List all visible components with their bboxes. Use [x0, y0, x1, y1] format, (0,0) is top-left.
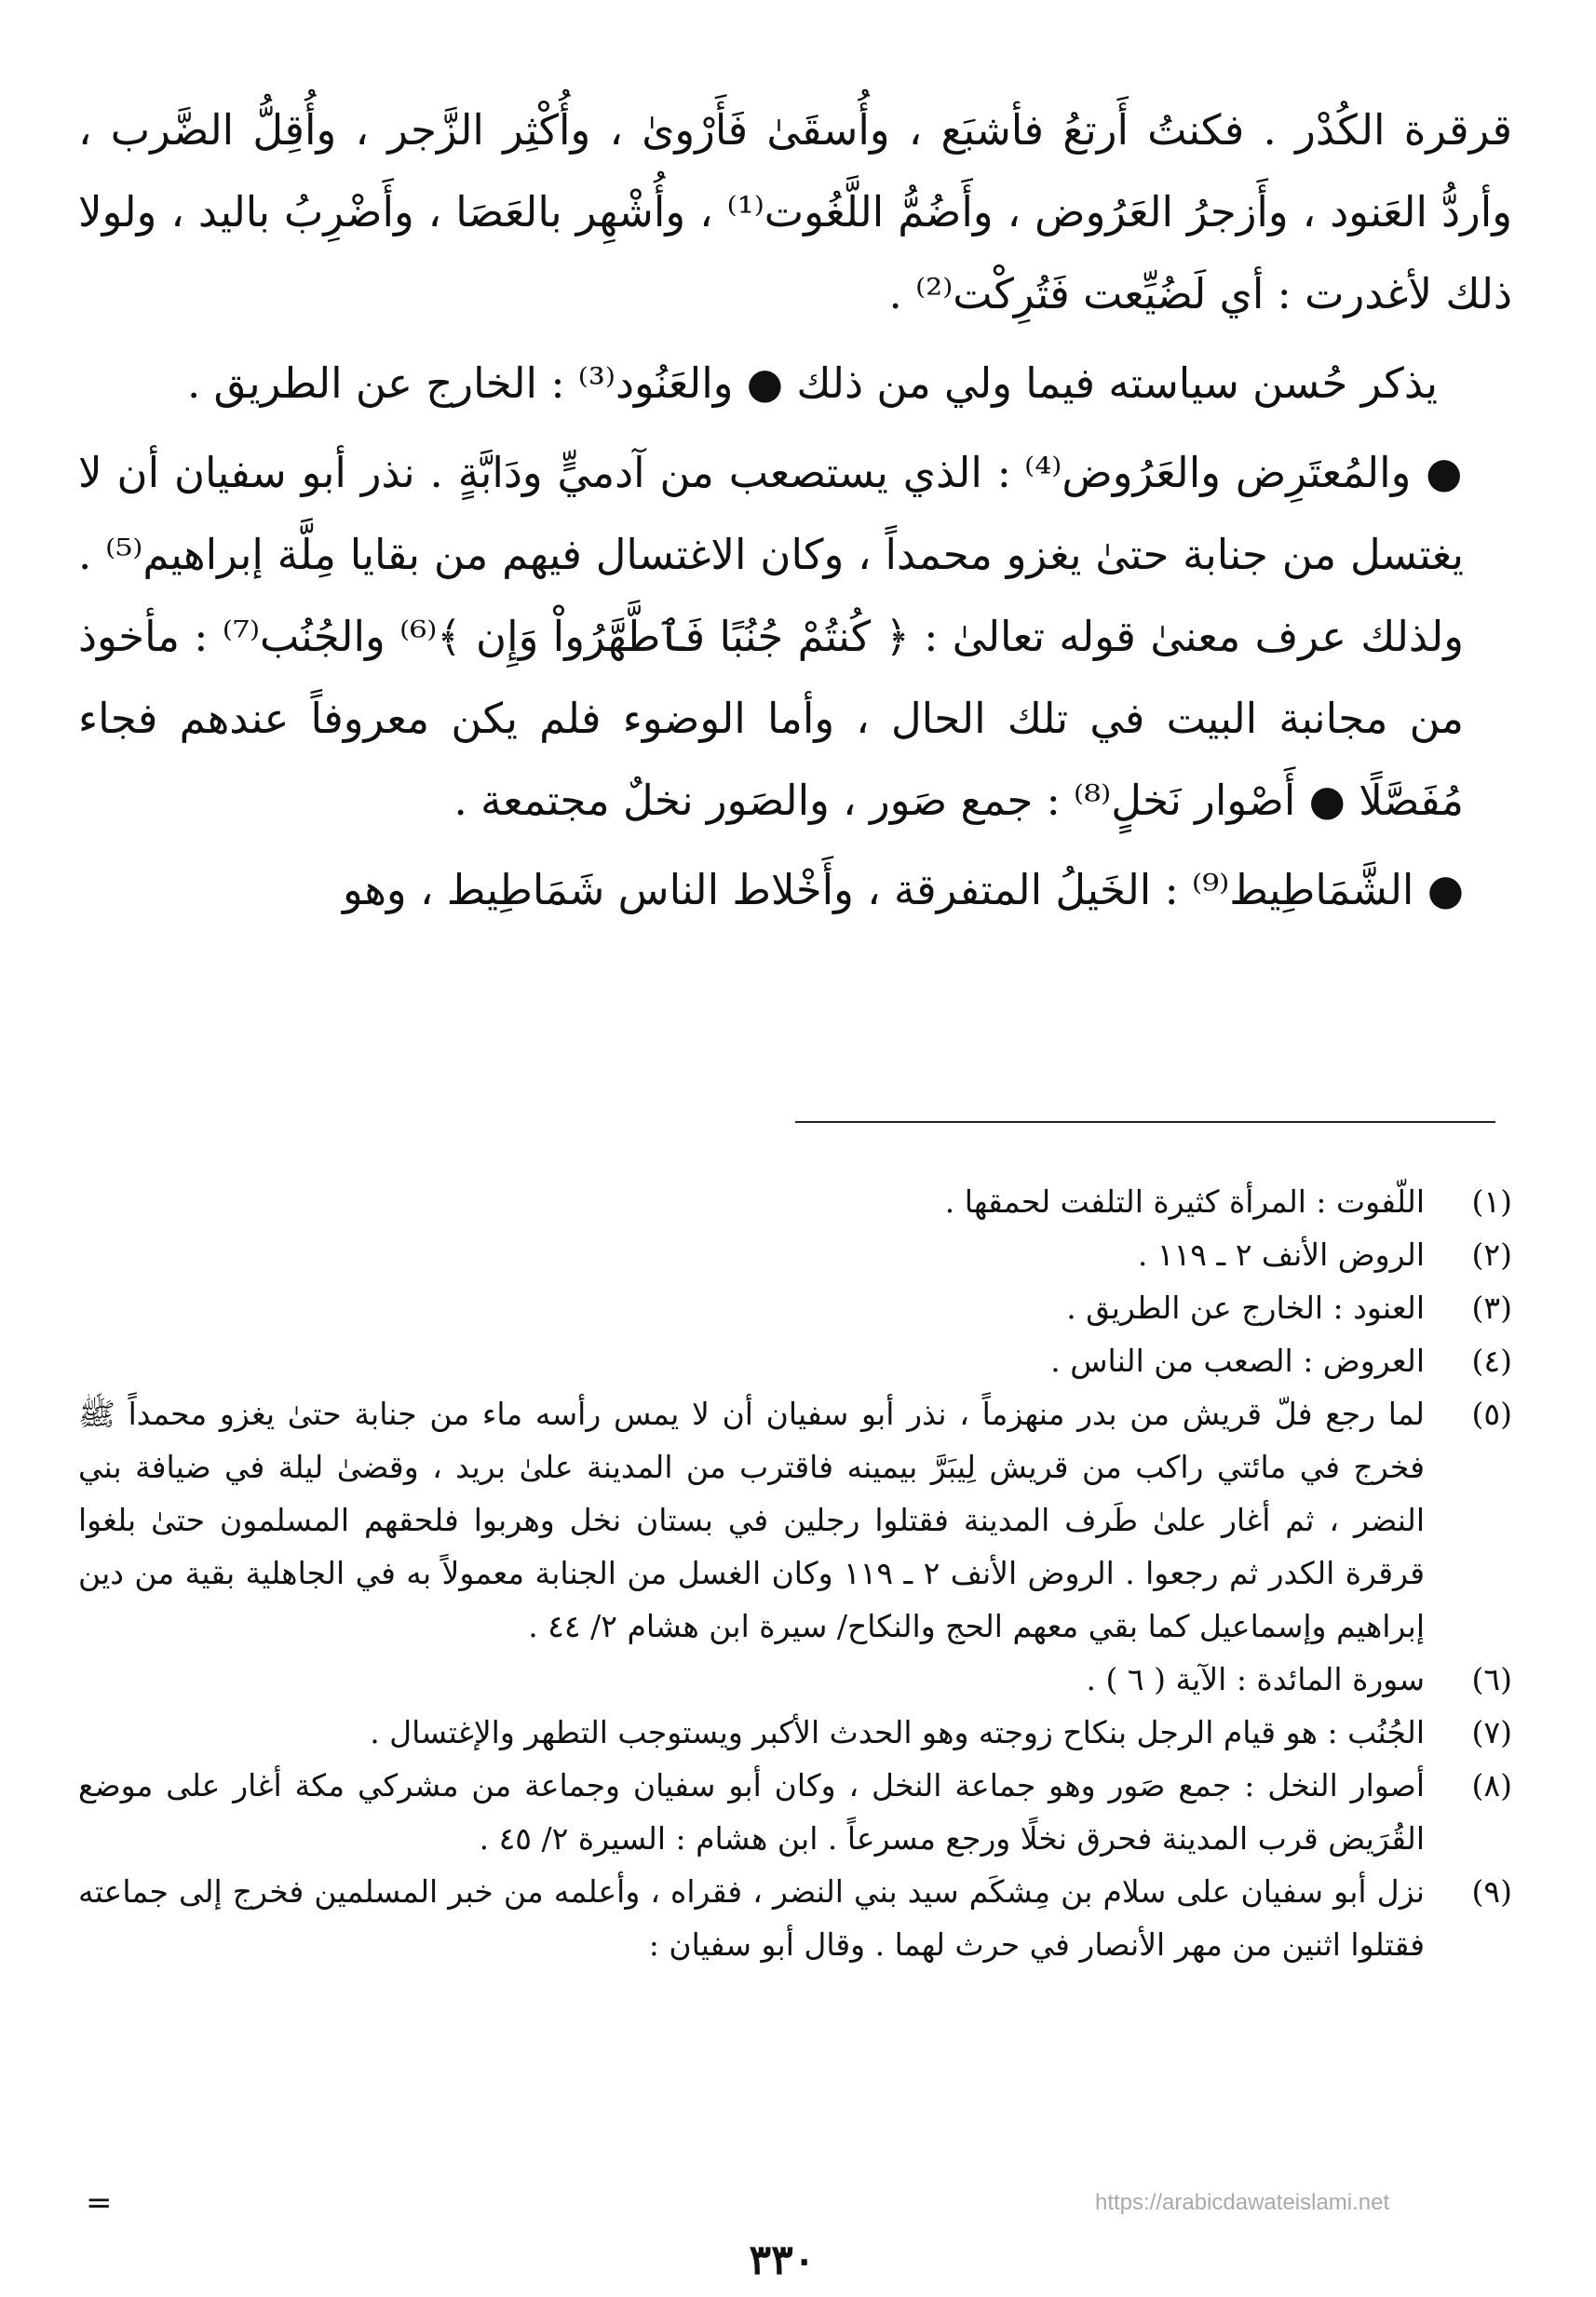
- footnote-text: سورة المائدة : الآية ( ٦ ) .: [1086, 1661, 1425, 1697]
- footnote-4: [78, 1334, 1512, 1387]
- paragraph-2: يذكر حُسن سياسته فيما ولي من ذلك ● والعَنُود⁽³⁾ : الخارج عن الطريق .: [186, 358, 1438, 408]
- watermark-url: https://arabicdawateislami.net: [1095, 2190, 1390, 2215]
- footnote-6: [78, 1653, 1512, 1706]
- footnote-number: (٦): [1471, 1661, 1512, 1697]
- footnote-text: اللّفوت : المرأة كثيرة التلفت لحمقها .: [944, 1183, 1425, 1220]
- footnote-9: [78, 1865, 1512, 1971]
- footnote-number: (٧): [1471, 1714, 1512, 1750]
- footnote-8: [78, 1759, 1512, 1865]
- footnote-number: (٤): [1471, 1343, 1512, 1379]
- footnote-text: الجُنُب : هو قيام الرجل بنكاح زوجته وهو الحدث الأكبر ويستوجب التطهر والإغتسال .: [370, 1714, 1425, 1750]
- footnote-text: العنود : الخارج عن الطريق .: [1066, 1290, 1425, 1326]
- footnote-number: (٨): [1471, 1767, 1512, 1804]
- footnote-text: أصوار النخل : جمع صَور وهو جماعة النخل ، وكان أبو سفيان وجماعة من مشركي مكة أغار على موضع القُرَيض قرب المدينة فحرق نخلًا ورجع مسرعاً . ابن هشام : السيرة ٢/ ٤٥ .: [78, 1767, 1425, 1857]
- footnote-number: (٣): [1471, 1290, 1512, 1326]
- footnote-5: [78, 1387, 1512, 1653]
- continuation-mark: =: [86, 2184, 113, 2222]
- main-text: [78, 89, 1512, 939]
- footnote-1: [78, 1175, 1512, 1228]
- paragraph-1: قرقرة الكُدْر . فكنتُ أَرتعُ فأشبَع ، وأُسقَىٰ فَأَرْوىٰ ، وأُكْثِر الزَّجر ، وأُقِلُّ الضَّرب ، وأردُّ العَنود ، وأَزجرُ العَرُوض ، وأَضُمُّ اللَّغُوت⁽¹⁾ ، وأُشْهِر بالعَصَا ، وأَضْرِبُ باليد ، ولولا ذلك لأغدرت : أي لَضُيِّعت فَتُرِكْت⁽²⁾ .: [78, 105, 1512, 318]
- footnote-number: (٢): [1471, 1236, 1512, 1273]
- footnote-divider: [795, 1121, 1495, 1123]
- footnote-number: (٥): [1471, 1396, 1512, 1432]
- footnote-2: [78, 1228, 1512, 1281]
- footnote-number: (٩): [1471, 1873, 1512, 1910]
- paragraph-3: ● والمُعتَرِض والعَرُوض⁽⁴⁾ : الذي يستصعب من آدميٍّ ودَابَّةٍ . نذر أبو سفيان أن لا يغتسل من جنابة حتىٰ يغزو محمداً ، وكان الاغتسال فيهم من بقايا مِلَّة إبراهيم⁽⁵⁾ . ولذلك عرف معنىٰ قوله تعالىٰ : ﴿ كُنتُمْ جُنُبًا فَٱطَّهَّرُواْ وَإِن ﴾⁽⁶⁾ والجُنُب⁽⁷⁾ : مأخوذ من مجانبة البيت في تلك الحال ، وأما الوضوء فلم يكن معروفاً عندهم فجاء مُفَصَّلًا ● أَصْوار نَخلٍ⁽⁸⁾ : جمع صَور ، والصَور نخلٌ مجتمعة .: [78, 448, 1465, 825]
- footnote-text: الروض الأنف ٢ ـ ١١٩ .: [1137, 1236, 1425, 1273]
- paragraph-4: ● الشَّمَاطِيط⁽⁹⁾ : الخَيلُ المتفرقة ، وأَخْلاط الناس شَمَاطِيط ، وهو: [342, 865, 1464, 914]
- footnotes: [78, 1175, 1512, 1971]
- footnote-3: [78, 1281, 1512, 1334]
- footnote-text: نزل أبو سفيان على سلام بن مِشكَم سيد بني النضر ، فقراه ، وأعلمه من خبر المسلمين فخرج إلى جماعته فقتلوا اثنين من مهر الأنصار في حرث لهما . وقال أبو سفيان :: [78, 1873, 1425, 1963]
- footnote-text: لما رجع فلّ قريش من بدر منهزماً ، نذر أبو سفيان أن لا يمس رأسه ماء من جنابة حتىٰ يغزو محمداً ﷺ فخرج في مائتي راكب من قريش لِيبَرَّ بيمينه فاقترب من المدينة علىٰ بريد ، وقضىٰ ليلة في ضيافة بني النضر ، ثم أغار علىٰ طَرف المدينة فقتلوا رجلين في بستان نخل وهربوا فلحقهم المسلمون حتىٰ بلغوا قرقرة الكدر ثم رجعوا . الروض الأنف ٢ ـ ١١٩ وكان الغسل من الجنابة معمولاً به في الجاهلية بقية من دين إبراهيم وإسماعيل كما بقي معهم الحج والنكاح/ سيرة ابن هشام ٢/ ٤٤ .: [78, 1396, 1425, 1644]
- page-number: ٣٣٠: [749, 2236, 816, 2284]
- footnote-number: (١): [1471, 1183, 1512, 1220]
- footnote-text: العروض : الصعب من الناس .: [1050, 1343, 1425, 1379]
- footnote-7: [78, 1706, 1512, 1759]
